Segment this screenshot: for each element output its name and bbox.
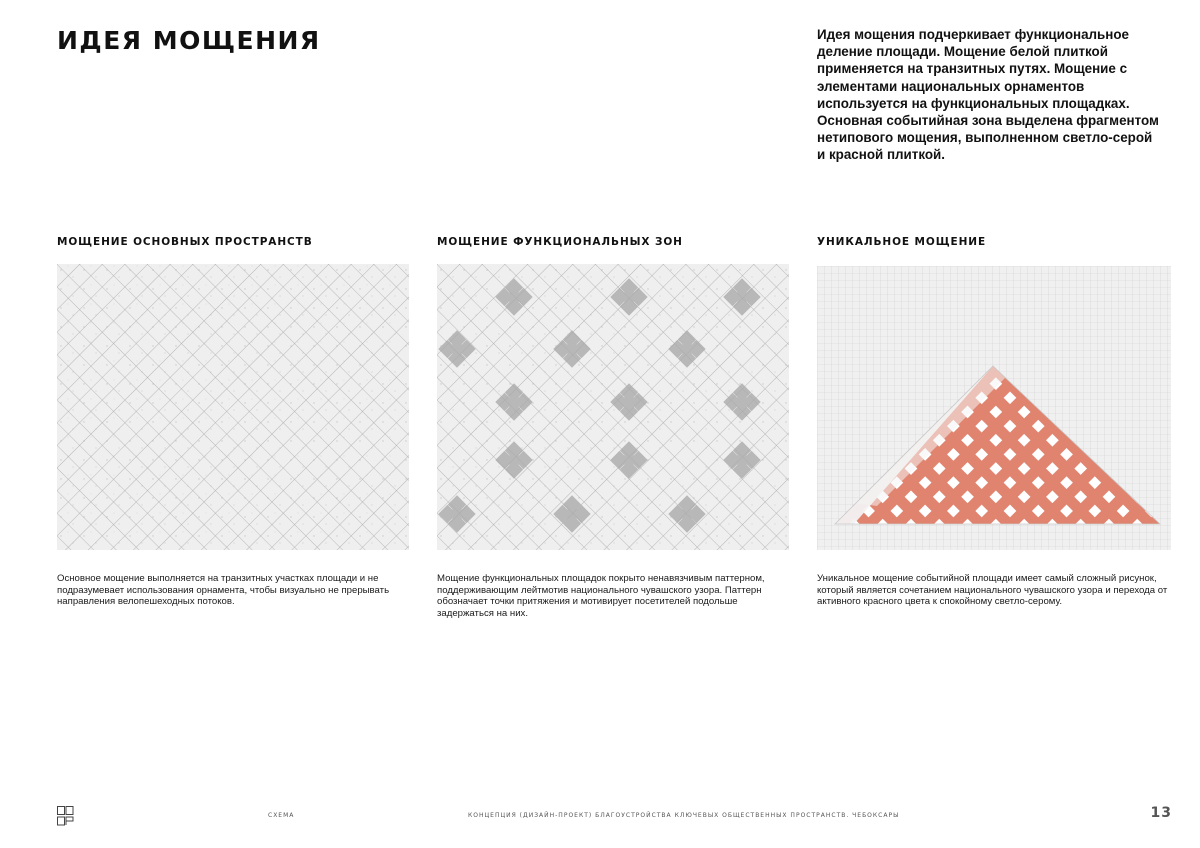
intro-text: Идея мощения подчеркивает функциональное деление площади. Мощение белой плиткой применяется на транзитных путях. Мощение с элементами национальных орнаментов используется на функциональных площадках. Основная событийная зона выделена фрагментом нетипового мощения, выполненном светло-серой и красной плиткой. [817,27,1159,163]
page-title: ИДЕЯ МОЩЕНИЯ [57,26,321,55]
section-functional-zones [437,236,789,619]
brand-logo-icon [57,806,74,826]
paving-functional-image [437,264,789,550]
footer-schema-label: СХЕМА [268,812,295,819]
footer-concept-label: КОНЦЕПЦИЯ (ДИЗАЙН-ПРОЕКТ) БЛАГОУСТРОЙСТВА КЛЮЧЕВЫХ ОБЩЕСТВЕННЫХ ПРОСТРАНСТВ. ЧЕБОКСАРЫ [468,812,900,819]
section-main-spaces [57,236,409,608]
section-title: УНИКАЛЬНОЕ МОЩЕНИЕ [817,236,987,248]
section-title: МОЩЕНИЕ ОСНОВНЫХ ПРОСТРАНСТВ [57,236,313,248]
paving-unique-image [817,266,1171,550]
section-title: МОЩЕНИЕ ФУНКЦИОНАЛЬНЫХ ЗОН [437,236,683,248]
page-number: 13 [1150,805,1172,821]
paving-main-image [57,264,409,550]
section-description: Уникальное мощение событийной площади имеет самый сложный рисунок, который является сочетанием национального чувашского узора и перехода от активного красного цвета к спокойному светло-серому. [817,573,1168,608]
section-description: Мощение функциональных площадок покрыто ненавязчивым паттерном, поддерживающим лейтмотив национального чувашского узора. Паттерн обозначает точки притяжения и мотивирует посетителей подольше задержаться на них. [437,573,765,619]
section-unique-paving [817,236,1171,608]
section-description: Основное мощение выполняется на транзитных участках площади и не подразумевает использования орнамента, чтобы визуально не прерывать направления велопешеходных потоков. [57,573,390,608]
